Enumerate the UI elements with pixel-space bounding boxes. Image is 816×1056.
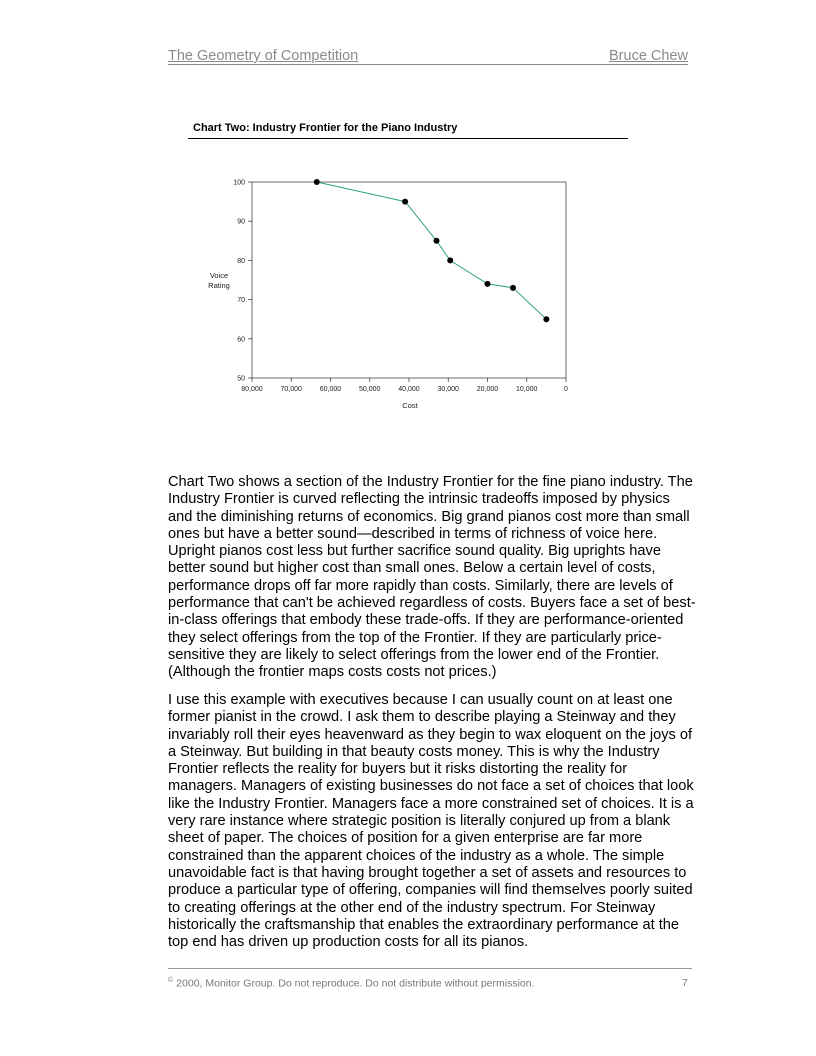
x-tick-label: 20,000 [476,386,499,393]
y-tick-label: 50 [237,375,245,383]
body-paragraph-1: Chart Two shows a section of the Industry Frontier for the fine piano industry. The Industry Frontier is curved reflecting the intrinsic tradeoffs imposed by physics and the diminishing returns of economics. Big grand pianos cost more than small ones but have a better sound—described in terms of richness of voice here. Upright pianos cost less but further sacrifice sound quality. Big uprights have better sound but higher cost than small ones. Below a certain level of costs, performance drops off far more rapidly than costs. Similarly, there are levels of performance that can't be achieved regardless of costs. Buyers face a set of best-in-class offerings that embody these trade-offs. If they are performance-oriented they select offerings from the top of the Frontier. If they are particularly price-sensitive they are likely to select offerings from the lower end of the Frontier. (Although the frontier maps costs costs not prices.) [168,474,696,681]
y-axis-label-line-2: Rating [208,281,230,290]
frontier-line [317,182,547,319]
x-tick-label: 50,000 [359,386,381,393]
data-point [485,281,491,287]
x-tick-label: 80,000 [241,386,263,393]
x-tick-label: 30,000 [437,386,459,393]
data-point [314,179,320,185]
y-axis-label-line-1: Voice [209,271,229,280]
x-axis-label: Cost [402,401,418,410]
page-number: 7 [682,977,688,989]
x-tick-label: 0 [564,386,568,393]
header-rule [168,64,688,65]
chart-caption: Chart Two: Industry Frontier for the Piano Industry [193,122,458,134]
y-tick-label: 90 [237,218,245,226]
footer-rule [168,968,692,969]
copyright-symbol: © [168,977,174,984]
data-point [543,316,549,322]
footer-copyright [168,977,535,990]
x-tick-label: 40,000 [398,386,420,393]
y-tick-label: 100 [233,179,245,187]
x-tick-label: 60,000 [319,386,342,393]
y-tick-label: 80 [237,257,245,265]
body-paragraph-2: I use this example with executives because I can usually count on at least one former pianist in the crowd. I ask them to describe playing a Steinway and they invariably roll their eyes heavenward as they begin to wax eloquent on the joys of a Steinway. But building in that beauty costs money. This is why the Industry Frontier reflects the reality for buyers but it risks distorting the reality for managers. Managers of existing businesses do not face a set of choices that look like the Industry Frontier. Managers face a more constrained set of choices. It is a very rare instance where strategic position is literally conjured up from a blank sheet of paper. The choices of position for a given enterprise are far more constrained than the apparent choices of the industry as a whole. The simple unavoidable fact is that having brought together a set of assets and resources to produce a particular type of offering, companies will find themselves poorly suited to creating offerings at the other end of the industry spectrum. For Steinway historically the craftsmanship that enables the extraordinary performance at the top end has driven up production costs for all its pianos. [168,692,694,951]
plot-frame [252,182,566,378]
data-point [447,257,453,263]
footer-copyright-text: 2000, Monitor Group. Do not reproduce. Do not distribute without permission. [176,977,535,990]
running-header-author: Bruce Chew [609,48,688,64]
data-point [510,285,516,291]
x-tick-label: 70,000 [280,386,302,393]
industry-frontier-chart [190,172,590,422]
data-point [433,238,439,244]
data-point [402,199,408,205]
chart-caption-rule [188,138,628,139]
y-tick-label: 60 [237,336,245,344]
running-header-title: The Geometry of Competition [168,48,359,64]
x-tick-label: 10,000 [516,386,538,393]
y-tick-label: 70 [237,297,245,305]
